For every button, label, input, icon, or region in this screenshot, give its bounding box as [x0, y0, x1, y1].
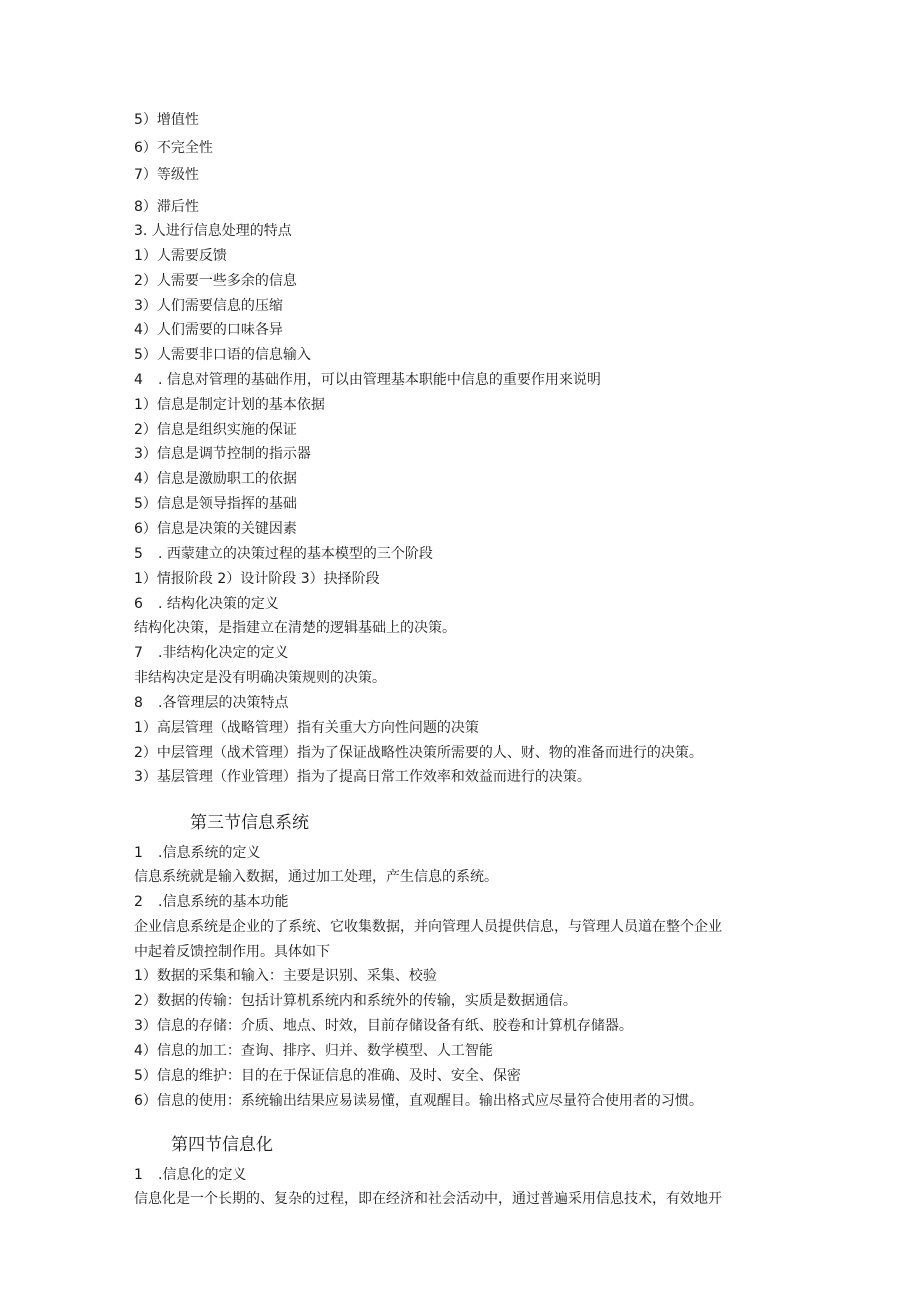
- list-item: 8）滞后性: [134, 199, 199, 215]
- list-item: 5）人需要非口语的信息输入: [134, 347, 311, 363]
- paragraph: 非结构决定是没有明确决策规则的决策。: [134, 670, 386, 686]
- list-item: 2）信息是组织实施的保证: [134, 422, 297, 438]
- section-heading: [134, 843, 260, 863]
- section-title: .非结构化决定的定义: [158, 645, 289, 661]
- list-item: 5）信息的维护：目的在于保证信息的准确、及时、安全、保密: [134, 1068, 521, 1084]
- paragraph: 信息系统就是输入数据，通过加工处理，产生信息的系统。: [134, 869, 498, 885]
- list-item: 2）数据的传输：包括计算机系统内和系统外的传输，实质是数据通信。: [134, 993, 577, 1009]
- list-item: 3）信息的存储：介质、地点、时效，目前存储设备有纸、胶卷和计算机存储器。: [134, 1018, 633, 1034]
- paragraph: 企业信息系统是企业的了系统、它收集数据，并向管理人员提供信息，与管理人员道在整个企业: [134, 919, 722, 935]
- section-number: 5: [134, 546, 143, 562]
- list-item: 1）高层管理（战略管理）指有关重大方向性问题的决策: [134, 720, 479, 736]
- list-item: 3）基层管理（作业管理）指为了提高日常工作效率和效益而进行的决策。: [134, 769, 591, 785]
- list-item: 6）不完全性: [134, 140, 213, 156]
- section-title: . 信息对管理的基础作用，可以由管理基本职能中信息的重要作用来说明: [158, 372, 601, 388]
- list-item: 4）人们需要的口味各异: [134, 322, 283, 338]
- section-number: 4: [134, 372, 143, 388]
- section-number: 1: [134, 845, 143, 861]
- list-item: 3）人们需要信息的压缩: [134, 298, 283, 314]
- list-item: 6）信息是决策的关键因素: [134, 521, 297, 537]
- paragraph: 中起着反馈控制作用。具体如下: [134, 944, 330, 960]
- section-title: .信息系统的基本功能: [158, 894, 289, 910]
- section-heading: [134, 370, 601, 390]
- list-item: 4）信息是激励职工的依据: [134, 471, 297, 487]
- section-heading: [134, 892, 288, 912]
- list-item: 6）信息的使用：系统输出结果应易读易懂，直观醒目。输出格式应尽量符合使用者的习惯。: [134, 1093, 703, 1109]
- section-heading: [134, 594, 279, 614]
- list-item: 1）人需要反馈: [134, 248, 227, 264]
- section-title: .各管理层的决策特点: [158, 695, 289, 711]
- list-item: 2）人需要一些多余的信息: [134, 273, 297, 289]
- section-heading: [134, 544, 433, 564]
- section-number: 6: [134, 596, 143, 612]
- paragraph: 信息化是一个长期的、复杂的过程，即在经济和社会活动中，通过普遍采用信息技术，有效地开: [134, 1191, 722, 1207]
- chapter-heading: 第四节信息化: [171, 1135, 273, 1155]
- section-number: 7: [134, 645, 143, 661]
- section-title: .信息系统的定义: [158, 845, 261, 861]
- list-item: 1）情报阶段 2）设计阶段 3）抉择阶段: [134, 571, 380, 587]
- section-heading: [134, 693, 288, 713]
- section-title: . 西蒙建立的决策过程的基本模型的三个阶段: [158, 546, 433, 562]
- chapter-heading: 第三节信息系统: [190, 813, 309, 833]
- paragraph: 结构化决策，是指建立在清楚的逻辑基础上的决策。: [134, 620, 456, 636]
- list-item: 1）信息是制定计划的基本依据: [134, 397, 325, 413]
- section-number: 8: [134, 695, 143, 711]
- section-heading: [134, 1165, 246, 1185]
- list-item: 7）等级性: [134, 167, 199, 183]
- list-item: 3）信息是调节控制的指示器: [134, 446, 311, 462]
- section-number: 2: [134, 894, 143, 910]
- list-item: 4）信息的加工：查询、排序、归并、数学模型、人工智能: [134, 1043, 493, 1059]
- list-item: 5）增值性: [134, 112, 199, 128]
- list-item: 2）中层管理（战术管理）指为了保证战略性决策所需要的人、财、物的准备而进行的决策。: [134, 745, 703, 761]
- section-title: . 结构化决策的定义: [158, 596, 279, 612]
- list-item: 1）数据的采集和输入：主要是识别、采集、校验: [134, 968, 437, 984]
- section-heading: 3. 人进行信息处理的特点: [134, 223, 292, 239]
- section-number: 1: [134, 1167, 143, 1183]
- section-title: .信息化的定义: [158, 1167, 247, 1183]
- section-heading: [134, 643, 288, 663]
- list-item: 5）信息是领导指挥的基础: [134, 496, 297, 512]
